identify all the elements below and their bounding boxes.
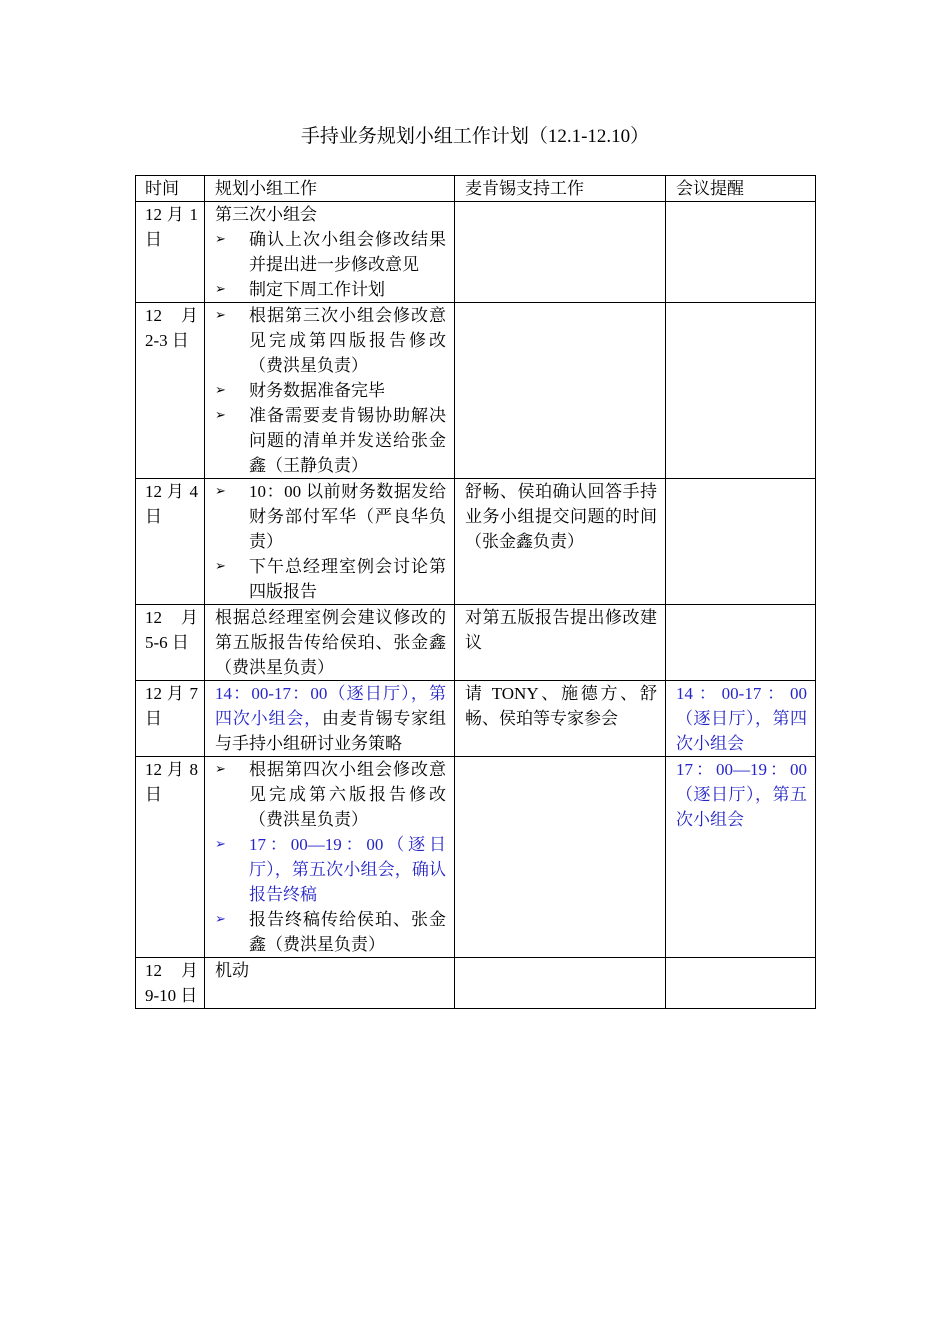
work-plan-table (135, 175, 816, 1009)
table-row (136, 681, 816, 757)
plan-item (215, 757, 446, 832)
plan-item-text: 根据第三次小组会修改意见完成第四版报告修改（费洪星负责） (249, 306, 446, 375)
plan-item-text: 根据第四次小组会修改意见完成第六版报告修改（费洪星负责） (249, 760, 446, 829)
table-row (136, 479, 816, 605)
plan-item-text: 下午总经理室例会讨论第四版报告 (249, 557, 446, 601)
header-time: 时间 (136, 176, 205, 202)
reminder-cell: 14：00-17：00（逐日厅），第四次小组会 (666, 681, 816, 757)
time-cell: 12 月 1 日 (136, 202, 205, 303)
support-cell (455, 958, 666, 1009)
plan-cell (205, 202, 455, 303)
table-row (136, 757, 816, 958)
time-cell: 12 月 5-6 日 (136, 605, 205, 681)
plan-item-text: 制定下周工作计划 (249, 280, 385, 299)
plan-text: 由麦肯锡专家组与手持小组研讨业务策略 (215, 709, 446, 753)
plan-item-text: 准备需要麦肯锡协助解决问题的清单并发送给张金鑫（王静负责） (249, 406, 446, 475)
plan-cell: 根据总经理室例会建议修改的第五版报告传给侯珀、张金鑫（费洪星负责） (205, 605, 455, 681)
reminder-cell: 17：00—19：00（逐日厅），第五次小组会 (666, 757, 816, 958)
plan-cell (205, 681, 455, 757)
plan-item (215, 378, 446, 403)
plan-item (215, 907, 446, 957)
plan-heading: 第三次小组会 (215, 205, 317, 224)
time-cell: 12 月 9-10 日 (136, 958, 205, 1009)
bullet-arrow-icon: ➢ (215, 383, 226, 398)
table-row (136, 202, 816, 303)
bullet-arrow-icon: ➢ (215, 408, 226, 423)
support-cell (455, 757, 666, 958)
plan-paragraph (215, 681, 446, 756)
plan-item (215, 554, 446, 604)
meeting-highlight-text: 14：00-17：00（逐日厅），第四次小组会， (215, 684, 446, 728)
plan-item (215, 303, 446, 378)
header-plan: 规划小组工作 (205, 176, 455, 202)
plan-item-text: 报告终稿传给侯珀、张金鑫（费洪星负责） (249, 910, 446, 954)
support-cell (455, 303, 666, 479)
bullet-arrow-icon: ➢ (215, 308, 226, 323)
table-row (136, 605, 816, 681)
plan-item-text: 17：00—19：00（逐日厅），第五次小组会，确认报告终稿 (249, 835, 446, 904)
time-cell: 12 月 7 日 (136, 681, 205, 757)
support-cell: 舒畅、侯珀确认回答手持业务小组提交问题的时间（张金鑫负责） (455, 479, 666, 605)
reminder-cell (666, 202, 816, 303)
plan-item (215, 277, 446, 302)
plan-item (215, 227, 446, 277)
header-reminder: 会议提醒 (666, 176, 816, 202)
table-header-row (136, 176, 816, 202)
plan-item-text: 财务数据准备完毕 (249, 381, 385, 400)
reminder-cell (666, 303, 816, 479)
plan-item (215, 479, 446, 554)
plan-item (215, 403, 446, 478)
support-cell: 请 TONY、施德方、舒畅、侯珀等专家参会 (455, 681, 666, 757)
table-row (136, 303, 816, 479)
reminder-cell (666, 605, 816, 681)
plan-item-text: 10：00 以前财务数据发给财务部付军华（严良华负责） (249, 482, 446, 551)
plan-cell (205, 479, 455, 605)
bullet-arrow-icon: ➢ (215, 232, 226, 247)
plan-item-text: 确认上次小组会修改结果并提出进一步修改意见 (249, 230, 446, 274)
bullet-arrow-icon: ➢ (215, 912, 226, 927)
support-cell: 对第五版报告提出修改建议 (455, 605, 666, 681)
bullet-arrow-icon: ➢ (215, 762, 226, 777)
table-row (136, 958, 816, 1009)
plan-cell (205, 303, 455, 479)
header-support: 麦肯锡支持工作 (455, 176, 666, 202)
bullet-arrow-icon: ➢ (215, 559, 226, 574)
time-cell: 12 月 8 日 (136, 757, 205, 958)
plan-cell (205, 757, 455, 958)
reminder-cell (666, 958, 816, 1009)
time-cell: 12 月 2-3 日 (136, 303, 205, 479)
page-title: 手持业务规划小组工作计划（12.1-12.10） (300, 126, 650, 147)
bullet-arrow-icon: ➢ (215, 484, 226, 499)
support-cell (455, 202, 666, 303)
bullet-arrow-icon: ➢ (215, 282, 226, 297)
plan-cell: 机动 (205, 958, 455, 1009)
time-cell: 12 月 4 日 (136, 479, 205, 605)
reminder-cell (666, 479, 816, 605)
plan-item (215, 832, 446, 907)
bullet-arrow-icon: ➢ (215, 837, 226, 852)
